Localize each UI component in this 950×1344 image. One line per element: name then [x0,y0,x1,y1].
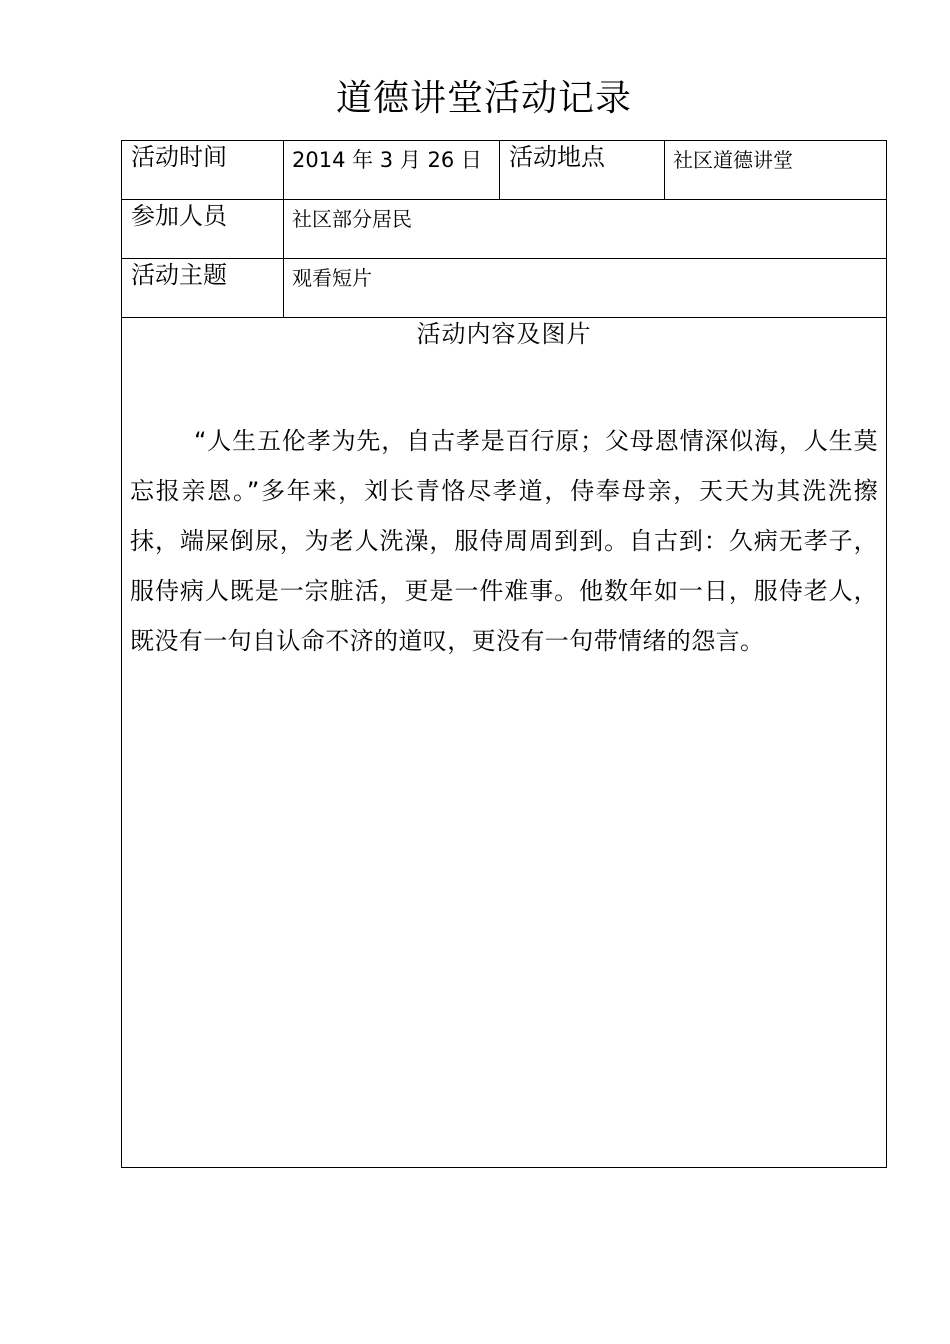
activity-record-table [121,140,887,1168]
content-cell [122,318,887,1168]
activity-location-value: 社区道德讲堂 [665,141,887,200]
participants-label: 参加人员 [122,200,284,259]
activity-time-value: 2014 年 3 月 26 日 [284,141,500,200]
theme-row [122,259,887,318]
activity-time-label: 活动时间 [122,141,284,200]
time-location-row [122,141,887,200]
content-heading: 活动内容及图片 [416,320,592,348]
content-paragraph: “人生五伦孝为先，自古孝是百行原；父母恩情深似海，人生莫忘报亲恩。”多年来，刘长青恪尽孝道，侍奉母亲，天天为其洗洗擦抹，端屎倒尿，为老人洗澡，服侍周周到到。自古到：久病无孝子，服侍病人既是一宗脏活，更是一件难事。他数年如一日，服侍老人，既没有一句自认命不济的道叹，更没有一句带情绪的怨言。 [130,427,878,655]
page-title: 道德讲堂活动记录 [335,78,632,119]
activity-location-label: 活动地点 [500,141,665,200]
content-row [122,318,887,1168]
participants-value: 社区部分居民 [284,200,887,259]
activity-theme-label: 活动主题 [122,259,284,318]
participants-row [122,200,887,259]
activity-theme-value: 观看短片 [284,259,887,318]
